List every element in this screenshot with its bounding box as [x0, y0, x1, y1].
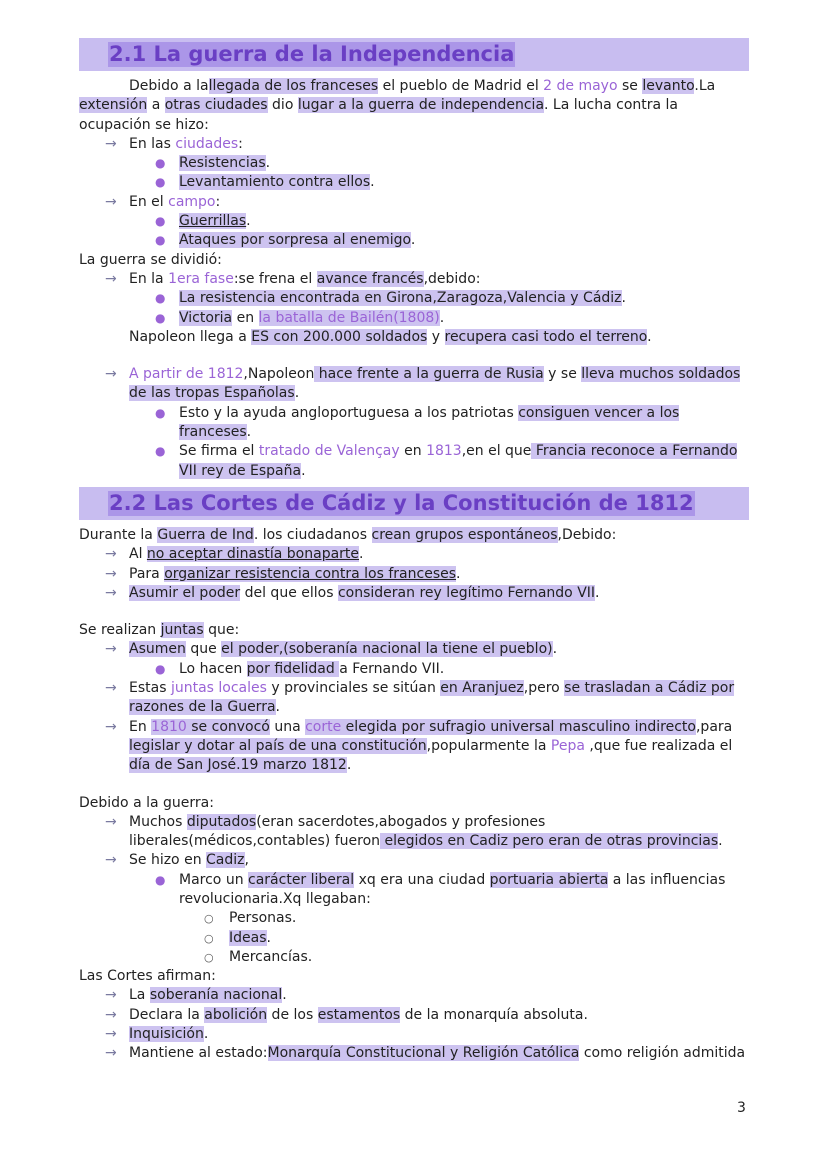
arrow-icon: → [105, 1006, 117, 1023]
arrow-icon: → [105, 987, 117, 1004]
section-title: 2.1 La guerra de la Independencia [109, 42, 515, 66]
bullet-icon: ● [155, 156, 166, 171]
list-item: ● Victoria en la batalla de Bailén(1808). [79, 309, 749, 328]
paragraph: Se realizan juntas que: [79, 622, 240, 639]
list-item: → Al no aceptar dinastía bonaparte. [79, 545, 749, 564]
list-item: → Muchos diputados(eran sacerdotes,abogados y profesiones liberales(médicos,contables) fueron elegidos en Cadiz pero eran de otras provincias. [105, 813, 723, 850]
list-item: ● Guerrillas. [79, 212, 749, 231]
section-heading-band [79, 38, 749, 71]
arrow-icon: → [105, 135, 117, 152]
bullet-icon: ● [155, 233, 166, 248]
circle-bullet-icon: ○ [204, 912, 214, 926]
list-item: → Inquisición. [79, 1025, 749, 1044]
bullet-icon: ● [155, 661, 166, 676]
list-item: ● Esto y la ayuda angloportuguesa a los patriotas consiguen vencer a los franceses. [155, 404, 680, 441]
bullet-icon: ● [155, 214, 166, 229]
arrow-icon: → [105, 680, 117, 697]
section-heading-band [79, 487, 749, 520]
list-item: ● Ataques por sorpresa al enemigo. [79, 231, 749, 250]
section-title: 2.2 Las Cortes de Cádiz y la Constitución de 1812 [109, 490, 694, 515]
bullet-icon: ● [155, 405, 166, 420]
bullet-icon: ● [155, 310, 166, 325]
list-item: ● Levantamiento contra ellos. [79, 173, 749, 192]
arrow-icon: → [105, 813, 117, 830]
arrow-icon: → [105, 193, 117, 210]
arrow-icon: → [105, 270, 117, 287]
arrow-icon: → [105, 852, 117, 869]
arrow-icon: → [105, 718, 117, 735]
list-item: ● Resistencias. [79, 154, 749, 173]
paragraph: Durante la Guerra de Ind. los ciudadanos crean grupos espontáneos,Debido: [79, 526, 617, 543]
list-item: → En las ciudades: [79, 135, 749, 154]
paragraph: Las Cortes afirman: [79, 968, 216, 985]
list-item: ● Lo hacen por fidelidad a Fernando VII. [79, 660, 749, 679]
list-item: ○ Personas. [79, 909, 749, 928]
arrow-icon: → [105, 1026, 117, 1043]
list-item: → En el campo: [79, 193, 749, 212]
bullet-icon: ● [155, 872, 166, 887]
bullet-icon: ● [155, 291, 166, 306]
list-item: ○ Mercancías. [79, 948, 749, 967]
list-item: → Asumen que el poder,(soberanía nacional la tiene el pueblo). [79, 640, 749, 659]
arrow-icon: → [105, 366, 117, 383]
circle-bullet-icon: ○ [204, 931, 214, 945]
arrow-icon: → [105, 641, 117, 658]
list-item: → En la 1era fase:se frena el avance francés,debido: [79, 270, 749, 289]
arrow-icon: → [105, 565, 117, 582]
list-item: → Mantiene al estado:Monarquía Constitucional y Religión Católica como religión admitida [79, 1044, 749, 1063]
paragraph: Debido a lallegada de los franceses el pueblo de Madrid el 2 de mayo se levanto.La extensión a otras ciudades dio lugar a la guerra de independencia. La lucha contra la ocupación se hizo: [79, 78, 716, 133]
paragraph: Debido a la guerra: [79, 794, 214, 811]
list-item: → Se hizo en Cadiz, [79, 851, 749, 870]
arrow-icon: → [105, 584, 117, 601]
paragraph: La guerra se dividió: [79, 251, 222, 268]
arrow-icon: → [105, 1045, 117, 1062]
list-item: → A partir de 1812,Napoleon hace frente a la guerra de Rusia y se lleva muchos soldados de las tropas Españolas. [105, 366, 741, 402]
list-item: → En 1810 se convocó una corte elegida por sufragio universal masculino indirecto,para legislar y dotar al país de una constitución,popularmente la Pepa ,que fue realizada el día de San José.19 marzo 1812. [105, 718, 733, 774]
arrow-icon: → [105, 546, 117, 563]
document-page [79, 38, 749, 1064]
list-item: → Estas juntas locales y provinciales se sitúan en Aranjuez,pero se trasladan a Cádiz por razones de la Guerra. [105, 680, 735, 716]
paragraph: Napoleon llega a ES con 200.000 soldados y recupera casi todo el terreno. [129, 328, 652, 345]
list-item: ● Marco un carácter liberal xq era una ciudad portuaria abierta a las influencias revolucionaria.Xq llegaban: [155, 871, 726, 907]
list-item: ● Se firma el tratado de Valençay en 1813,en el que Francia reconoce a Fernando VII rey de España. [155, 443, 738, 479]
bullet-icon: ● [155, 175, 166, 190]
list-item: ○ Ideas. [79, 929, 749, 948]
list-item: ● La resistencia encontrada en Girona,Zaragoza,Valencia y Cádiz. [79, 289, 749, 308]
bullet-icon: ● [155, 444, 166, 459]
list-item: → Declara la abolición de los estamentos de la monarquía absoluta. [79, 1006, 749, 1025]
list-item: → La soberanía nacional. [79, 986, 749, 1005]
list-item: → Asumir el poder del que ellos consideran rey legítimo Fernando VII. [79, 584, 749, 603]
page-number: 3 [737, 1100, 746, 1116]
circle-bullet-icon: ○ [204, 950, 214, 964]
list-item: → Para organizar resistencia contra los franceses. [79, 565, 749, 584]
